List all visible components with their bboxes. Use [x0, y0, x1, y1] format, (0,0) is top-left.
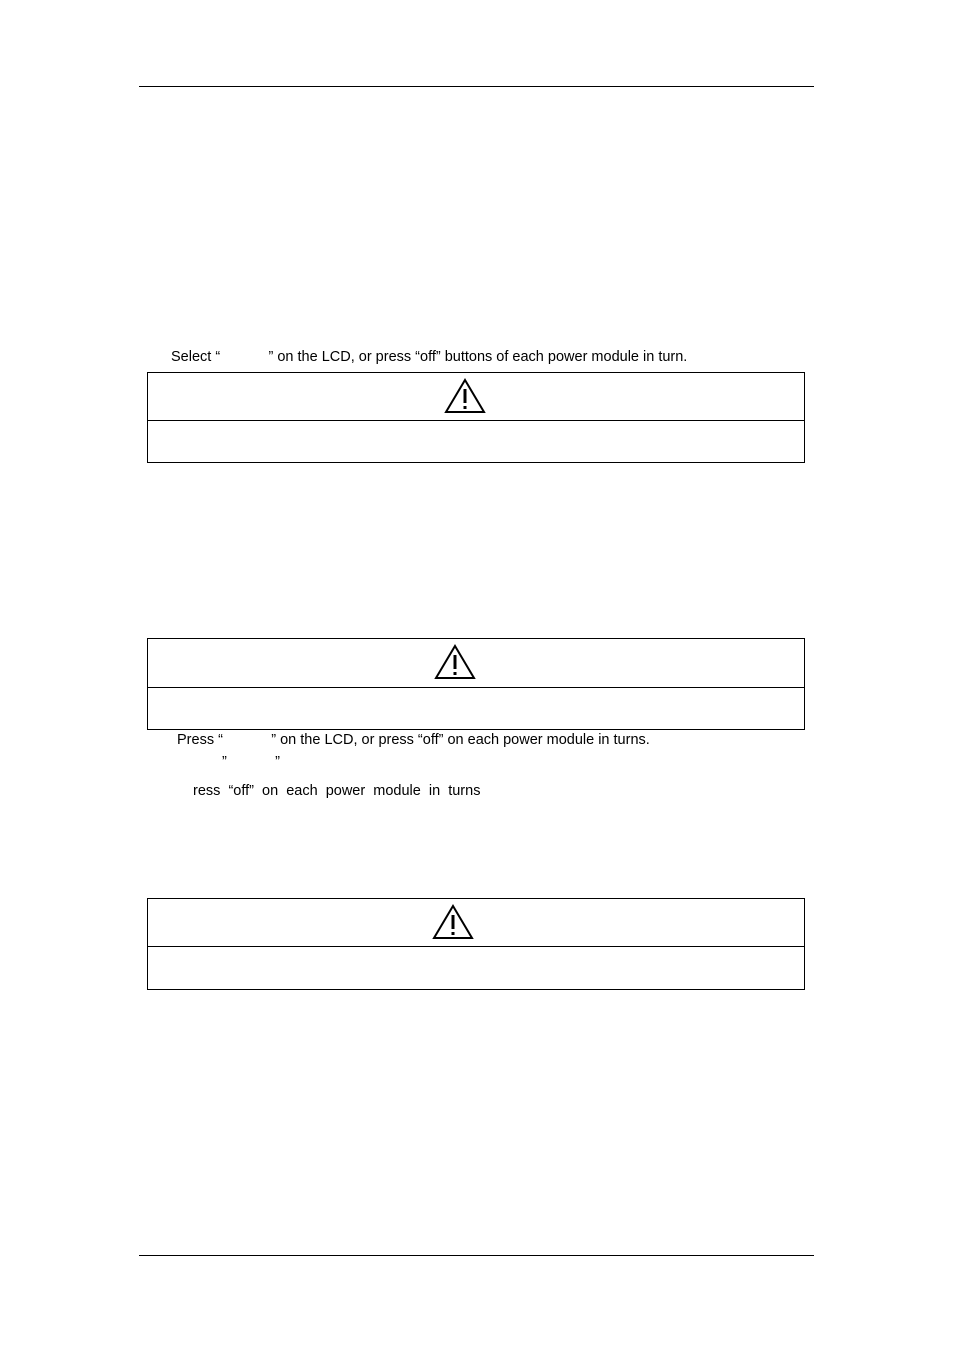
warning-triangle-icon [434, 644, 476, 680]
warning-box-2 [147, 638, 805, 730]
step-select-text: Select “ ” on the LCD, or press “off” buttons of each power module in turn. [171, 349, 688, 365]
step-press-fragment: ” ” [222, 754, 280, 770]
warning-box-header [148, 639, 804, 688]
warning-triangle-icon [444, 378, 486, 414]
warning-triangle-icon [432, 904, 474, 940]
header-rule [139, 86, 814, 87]
warning-box-header [148, 373, 804, 421]
footer-rule [139, 1255, 814, 1256]
warning-box-header [148, 899, 804, 947]
step-press-text: Press “ ” on the LCD, or press “off” on each power module in turns. [177, 732, 650, 748]
warning-box-3 [147, 898, 805, 990]
warning-box-1 [147, 372, 805, 463]
step-press-off-text: ress “off” on each power module in turns [193, 783, 481, 799]
